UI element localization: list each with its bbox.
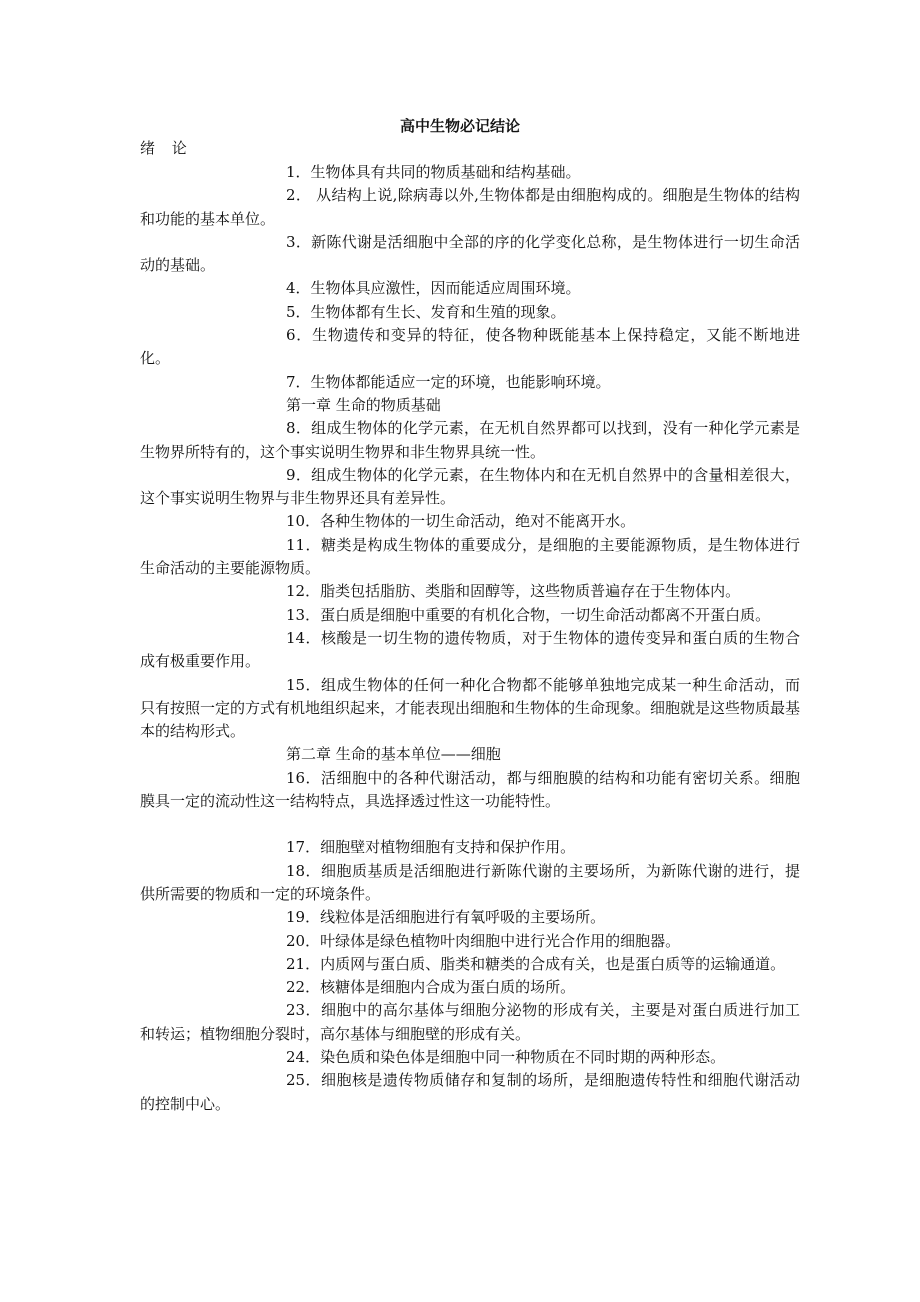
conclusion-item: 25．细胞核是遗传物质储存和复制的场所，是细胞遗传特性和细胞代谢活动的控制中心。 <box>140 1071 800 1113</box>
conclusion-item: 22．核糖体是细胞内合成为蛋白质的场所。 <box>286 978 576 997</box>
conclusion-item: 14．核酸是一切生物的遗传物质，对于生物体的遗传变异和蛋白质的生物合成有极重要作用。 <box>140 628 800 671</box>
conclusion-item: 8．组成生物体的化学元素，在无机自然界都可以找到，没有一种化学元素是生物界所特有的，这个事实说明生物界和非生物界具统一性。 <box>140 419 800 461</box>
conclusion-item: 21．内质网与蛋白质、脂类和糖类的合成有关，也是蛋白质等的运输通道。 <box>286 954 786 973</box>
document-title: 高中生物必记结论 <box>399 117 520 135</box>
conclusion-item: 12．脂类包括脂肪、类脂和固醇等，这些物质普遍存在于生物体内。 <box>286 582 741 601</box>
conclusion-item: 3．新陈代谢是活细胞中全部的序的化学变化总称，是生物体进行一切生命活动的基础。 <box>140 232 800 275</box>
blank-line <box>140 813 800 836</box>
conclusion-item: 18．细胞质基质是活细胞进行新陈代谢的主要场所，为新陈代谢的进行，提供所需要的物质和一定的环境条件。 <box>140 861 800 903</box>
conclusion-item: 5．生物体都有生长、发育和生殖的现象。 <box>286 302 566 321</box>
conclusion-item: 4．生物体具应激性，因而能适应周围环境。 <box>286 279 581 298</box>
conclusion-item: 16．活细胞中的各种代谢活动，都与细胞膜的结构和功能有密切关系。细胞膜具一定的流动性这一结构特点，具选择透过性这一功能特性。 <box>140 768 800 811</box>
conclusion-item: 24．染色质和染色体是细胞中同一种物质在不同时期的两种形态。 <box>286 1047 726 1066</box>
conclusion-item: 17．细胞壁对植物细胞有支持和保护作用。 <box>286 838 576 857</box>
chapter-1-heading: 第一章 生命的物质基础 <box>286 395 441 414</box>
conclusion-item: 13．蛋白质是细胞中重要的有机化合物，一切生命活动都离不开蛋白质。 <box>286 605 771 624</box>
chapter-2-heading: 第二章 生命的基本单位——细胞 <box>286 745 501 764</box>
document-body <box>140 161 800 1116</box>
conclusion-item: 7．生物体都能适应一定的环境，也能影响环境。 <box>286 372 611 391</box>
conclusion-item: 15．组成生物体的任何一种化合物都不能够单独地完成某一种生命活动，而只有按照一定的方式有机地组织起来，才能表现出细胞和生物体的生命现象。细胞就是这些物质最基本的结构形式。 <box>140 675 801 741</box>
conclusion-item: 10．各种生物体的一切生命活动，绝对不能离开水。 <box>286 512 636 531</box>
conclusion-item: 11．糖类是构成生物体的重要成分，是细胞的主要能源物质，是生物体进行生命活动的主要能源物质。 <box>140 535 800 578</box>
conclusion-item: 23．细胞中的高尔基体与细胞分泌物的形成有关，主要是对蛋白质进行加工和转运；植物细胞分裂时，高尔基体与细胞壁的形成有关。 <box>140 1001 800 1043</box>
intro-heading: 绪 论 <box>140 139 193 157</box>
conclusion-item: 19．线粒体是活细胞进行有氧呼吸的主要场所。 <box>286 908 606 927</box>
conclusion-item: 1．生物体具有共同的物质基础和结构基础。 <box>286 163 581 181</box>
conclusion-item: 20．叶绿体是绿色植物叶肉细胞中进行光合作用的细胞器。 <box>286 931 681 950</box>
conclusion-item: 2． 从结构上说,除病毒以外,生物体都是由细胞构成的。细胞是生物体的结构和功能的基本单位。 <box>140 186 800 228</box>
conclusion-item: 6．生物遗传和变异的特征，使各物种既能基本上保持稳定，又能不断地进化。 <box>140 326 800 368</box>
conclusion-item: 9．组成生物体的化学元素，在生物体内和在无机自然界中的含量相差很大，这个事实说明生物界与非生物界还具有差异性。 <box>140 465 800 508</box>
